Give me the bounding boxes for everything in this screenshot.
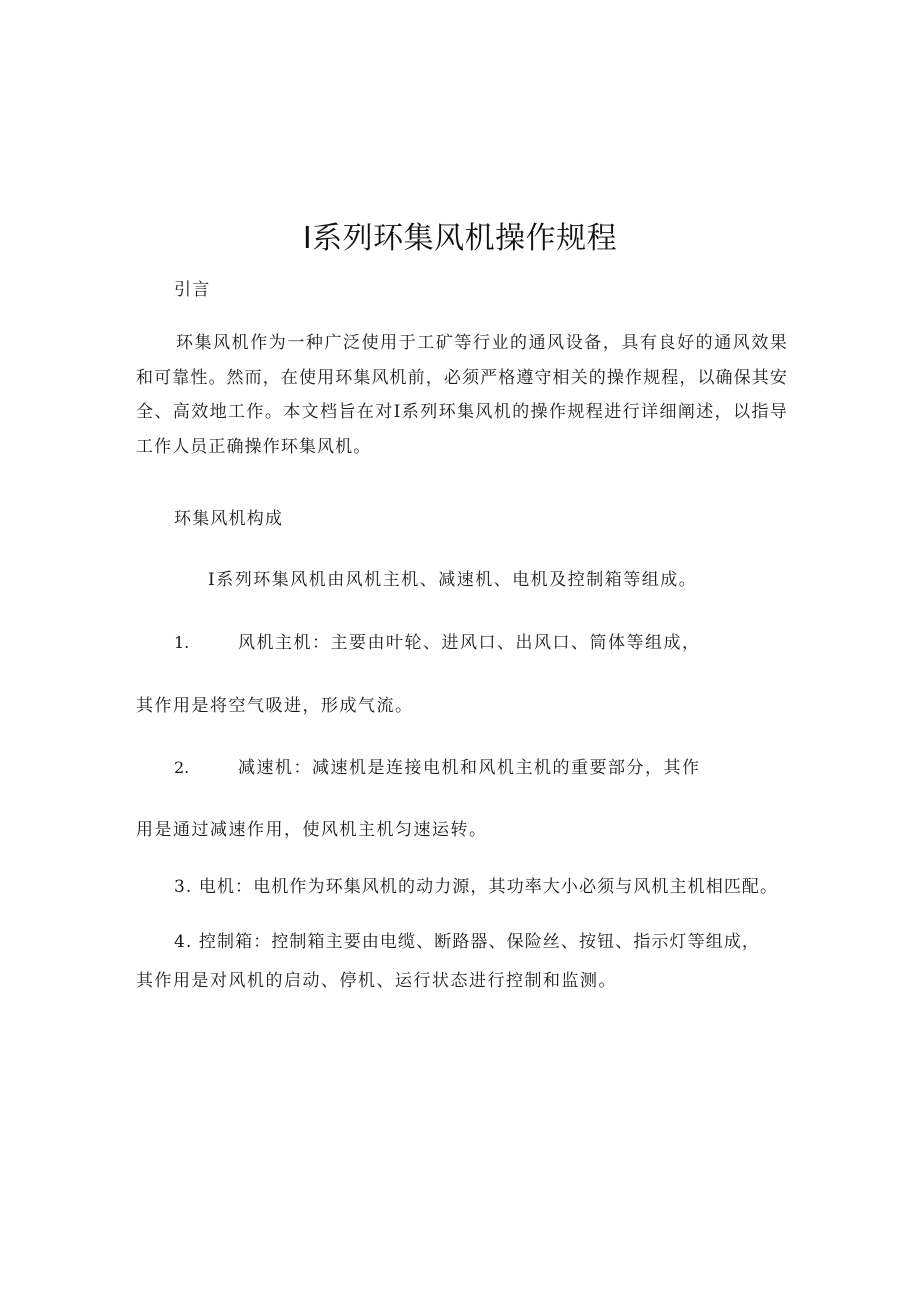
list-item-continuation: 其作用是对风机的启动、停机、运行状态进行控制和监测。 [136, 971, 617, 991]
intro-heading: 引言 [174, 280, 211, 300]
list-item-continuation: 用是通过减速作用，使风机主机匀速运转。 [136, 820, 488, 840]
list-item-text: 风机主机：主要由叶轮、进风口、出风口、筒体等组成， [238, 633, 701, 653]
list-item-text: 减速机：减速机是连接电机和风机主机的重要部分，其作 [238, 758, 701, 778]
list-item-text: 4. 控制箱：控制箱主要由电缆、断路器、保险丝、按钮、指示灯等组成， [174, 932, 761, 952]
section-heading: 环集风机构成 [174, 509, 284, 529]
list-item-continuation: 其作用是将空气吸进，形成气流。 [136, 696, 414, 716]
document-title: I系列环集风机操作规程 [302, 221, 618, 256]
list-item-number: 2. [174, 758, 190, 777]
intro-paragraph: 环集风机作为一种广泛使用于工矿等行业的通风设备，具有良好的通风效果和可靠性。然而，在使用环集风机前，必须严格遵守相关的操作规程，以确保其安全、高效地工作。本文档旨在对I系列环集风机的操作规程进行详细阐述，以指导工作人员正确操作环集风机。 [136, 333, 788, 457]
composition-sentence: I系列环集风机由风机主机、减速机、电机及控制箱等组成。 [208, 570, 698, 590]
list-item-text: 3. 电机：电机作为环集风机的动力源，其功率大小必须与风机主机相匹配。 [174, 877, 779, 897]
list-item-number: 1. [174, 633, 190, 652]
